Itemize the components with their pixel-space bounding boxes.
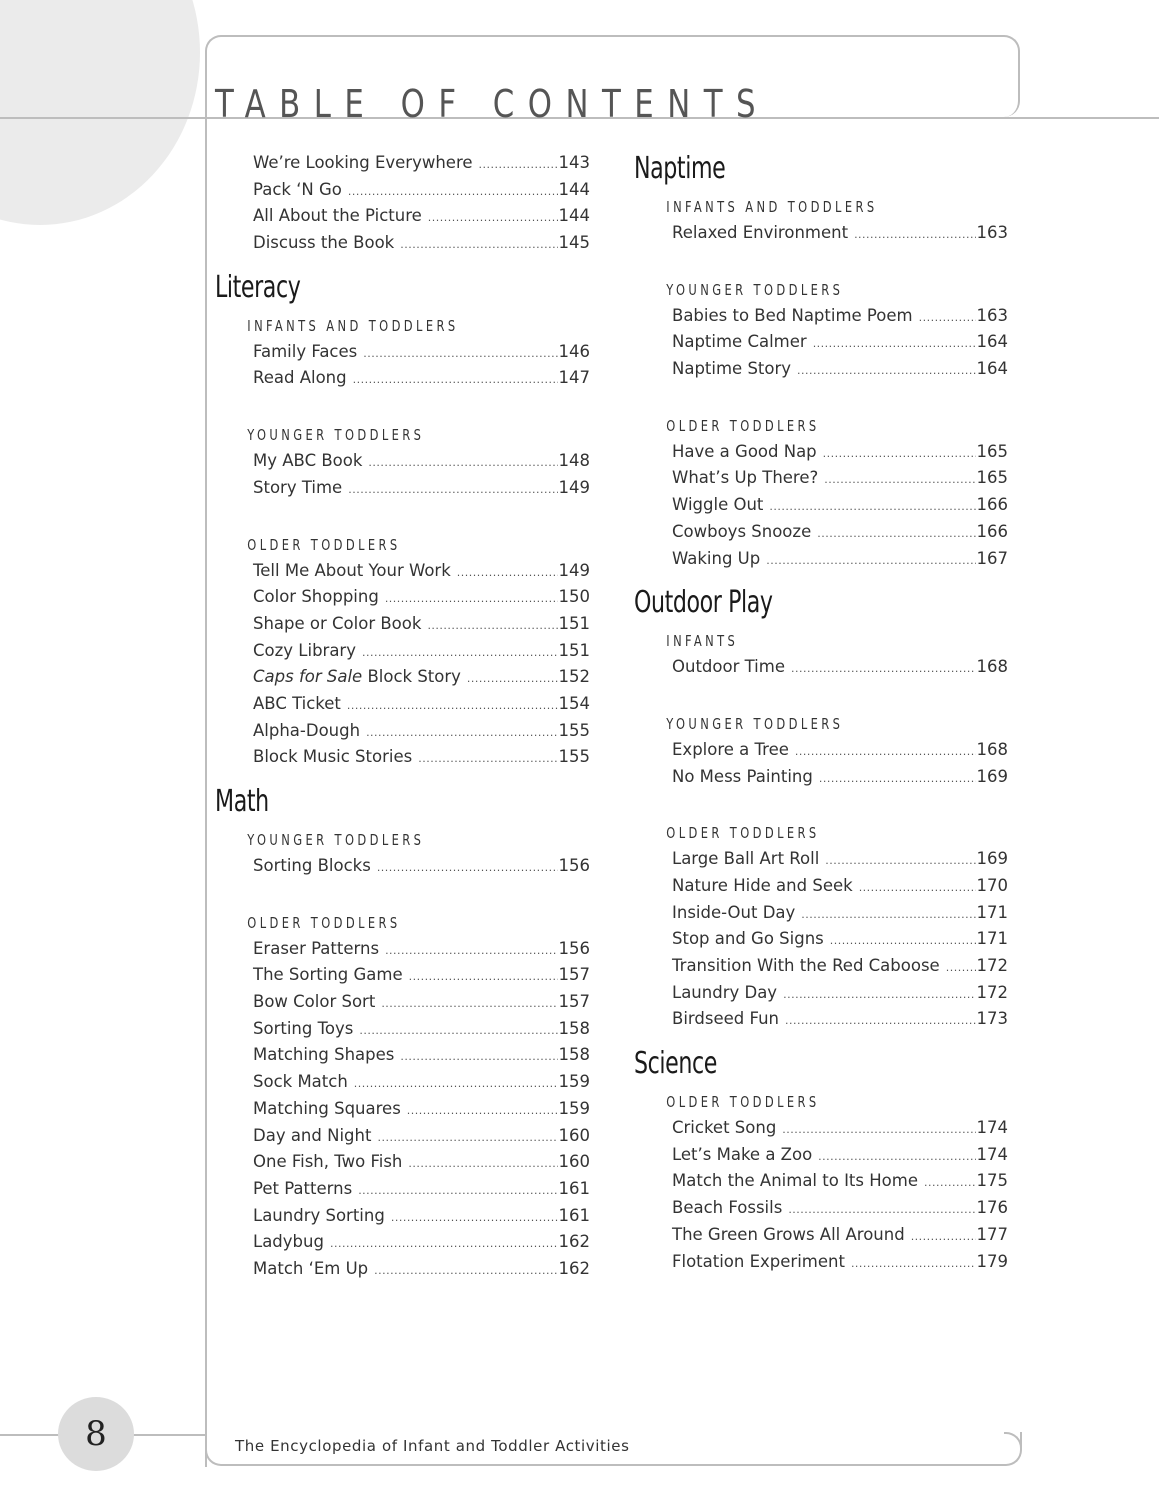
- toc-entry-title: Waking Up: [672, 548, 761, 568]
- toc-entry-page: 162: [558, 1258, 590, 1278]
- toc-entry-page: 150: [558, 587, 590, 607]
- toc-entry-title: Relaxed Environment: [672, 223, 849, 242]
- toc-entry[interactable]: [215, 611, 590, 638]
- group-label: INFANTS AND TODDLERS: [247, 316, 459, 335]
- toc-entry-title: Stop and Go Signs: [672, 929, 824, 949]
- toc-leader-dots: [377, 1125, 557, 1150]
- toc-entry-title: Story Time: [253, 477, 343, 497]
- toc-entry-title: Match the Animal to Its Home: [672, 1171, 918, 1191]
- toc-entry[interactable]: [215, 1016, 590, 1043]
- toc-entry-page: 164: [976, 359, 1008, 379]
- toc-leader-dots: [363, 341, 557, 366]
- toc-leader-dots: [830, 928, 976, 953]
- toc-entry-page: 151: [558, 640, 590, 660]
- toc-entry[interactable]: [634, 1006, 1008, 1033]
- toc-entry-page: 155: [558, 720, 590, 740]
- toc-entry-page: 144: [558, 179, 590, 199]
- toc-entry-title: Bow Color Sort: [253, 992, 376, 1012]
- group-label: INFANTS AND TODDLERS: [666, 198, 878, 216]
- toc-entry-page: 159: [558, 1072, 590, 1092]
- toc-entry-page: 162: [558, 1232, 590, 1252]
- toc-entry-title: Matching Shapes: [253, 1045, 395, 1065]
- toc-group: [634, 711, 1008, 790]
- toc-leader-dots: [407, 1098, 558, 1123]
- toc-entry-title: Beach Fossils: [672, 1198, 783, 1218]
- group-label: OLDER TODDLERS: [666, 1093, 820, 1112]
- toc-entry-page: 160: [558, 1152, 590, 1172]
- toc-entry[interactable]: [215, 448, 590, 475]
- toc-leader-dots: [783, 982, 975, 1007]
- section-title: Outdoor Play: [634, 585, 773, 621]
- toc-entry-page: 165: [976, 441, 1008, 461]
- toc-entry-page: 175: [976, 1171, 1008, 1191]
- toc-entry-title: Wiggle Out: [672, 495, 764, 515]
- section-title: Literacy: [215, 269, 301, 305]
- toc-entry[interactable]: [215, 558, 590, 585]
- toc-entry[interactable]: [215, 638, 590, 665]
- toc-entry[interactable]: [634, 737, 1008, 764]
- toc-entry[interactable]: [215, 1123, 590, 1150]
- page-number: 8: [58, 1397, 134, 1471]
- toc-leader-dots: [427, 613, 557, 638]
- toc-leader-dots: [911, 1224, 976, 1249]
- toc-entry-title: Color Shopping: [253, 587, 379, 607]
- toc-entry-title: Laundry Day: [672, 982, 778, 1002]
- footer-rule-mid: [133, 1434, 207, 1436]
- toc-leader-dots: [788, 1197, 975, 1222]
- toc-leader-dots: [353, 367, 558, 392]
- toc-entry-page: 147: [558, 368, 590, 388]
- toc-entry-page: 172: [976, 956, 1008, 975]
- group-label: OLDER TODDLERS: [247, 913, 401, 932]
- toc-entry[interactable]: [215, 853, 590, 880]
- toc-entry-title: Nature Hide and Seek: [672, 875, 853, 895]
- toc-entry[interactable]: [634, 900, 1008, 927]
- toc-entry[interactable]: [634, 1142, 1008, 1169]
- section-title: Science: [634, 1046, 717, 1082]
- toc-entry-title: Shape or Color Book: [253, 613, 422, 633]
- toc-entry-title: Transition With the Red Caboose: [672, 956, 940, 975]
- toc-entry-page: 151: [558, 613, 590, 633]
- group-label: OLDER TODDLERS: [666, 824, 820, 843]
- toc-leader-dots: [348, 179, 558, 204]
- toc-group: [634, 628, 1008, 681]
- toc-entry-page: 176: [976, 1198, 1008, 1218]
- section-title: Naptime: [634, 151, 726, 186]
- toc-entry[interactable]: [215, 1229, 590, 1256]
- toc-entry[interactable]: [634, 764, 1008, 791]
- toc-entry[interactable]: [215, 989, 590, 1016]
- toc-entry-title: We’re Looking Everywhere: [253, 153, 473, 172]
- toc-entry-page: 169: [976, 849, 1008, 869]
- toc-entry-title: The Sorting Game: [253, 965, 403, 985]
- toc-entry-title: Babies to Bed Naptime Poem: [672, 305, 913, 325]
- toc-entry-title: My ABC Book: [253, 451, 363, 471]
- toc-entry-page: 158: [558, 1018, 590, 1038]
- toc-entry-title: One Fish, Two Fish: [253, 1152, 403, 1172]
- toc-leader-dots: [330, 1231, 558, 1256]
- toc-leader-dots: [851, 1251, 976, 1276]
- toc-entry-page: 172: [976, 982, 1008, 1002]
- toc-entry[interactable]: [634, 220, 1008, 247]
- toc-leader-dots: [797, 358, 975, 383]
- footer-book-title: The Encyclopedia of Infant and Toddler Activities: [235, 1437, 630, 1455]
- toc-entry-page: 168: [976, 739, 1008, 759]
- toc-entry-page: 152: [558, 667, 590, 687]
- toc-entry-title-rest: Block Story: [367, 667, 461, 687]
- toc-entry-page: 166: [976, 521, 1008, 541]
- margin-rule: [205, 117, 207, 1467]
- toc-entry[interactable]: [215, 1069, 590, 1096]
- toc-leader-dots: [824, 467, 975, 492]
- toc-entry[interactable]: [634, 1115, 1008, 1142]
- toc-entry-title: Discuss the Book: [253, 233, 395, 253]
- toc-group: [634, 194, 1008, 247]
- toc-entry-page: 145: [558, 233, 590, 253]
- toc-leader-dots: [428, 205, 558, 230]
- toc-entry-title: Laundry Sorting: [253, 1205, 385, 1225]
- toc-entry-title: Alpha-Dough: [253, 720, 361, 740]
- toc-entry[interactable]: [215, 744, 590, 771]
- toc-entry-title: Day and Night: [253, 1125, 372, 1145]
- toc-entry-page: 159: [558, 1098, 590, 1118]
- toc-entry-title: Cozy Library: [253, 640, 356, 660]
- toc-entry[interactable]: [634, 953, 1008, 980]
- page-title: TABLE OF CONTENTS: [215, 82, 770, 127]
- toc-entry-title-italic: Caps for Sale: [253, 667, 363, 687]
- toc-entry[interactable]: [215, 150, 590, 177]
- toc-entry[interactable]: [634, 519, 1008, 546]
- toc-entry[interactable]: [634, 492, 1008, 519]
- toc-entry-title: Inside-Out Day: [672, 902, 796, 922]
- toc-entry[interactable]: [215, 936, 590, 963]
- toc-leader-dots: [377, 855, 558, 880]
- right-column: [634, 150, 1008, 1275]
- toc-entry-page: 163: [976, 305, 1008, 325]
- group-label: YOUNGER TODDLERS: [666, 280, 844, 299]
- toc-entry[interactable]: [634, 1249, 1008, 1276]
- toc-leader-dots: [347, 693, 558, 718]
- group-label: YOUNGER TODDLERS: [666, 714, 844, 733]
- toc-leader-dots: [854, 222, 975, 247]
- toc-leader-dots: [801, 902, 975, 927]
- toc-entry-page: 174: [976, 1118, 1008, 1138]
- toc-leader-dots: [400, 232, 557, 257]
- toc-entry-page: 171: [976, 902, 1008, 922]
- toc-leader-dots: [381, 991, 557, 1016]
- toc-entry-page: 168: [976, 657, 1008, 677]
- toc-leader-dots: [946, 955, 976, 980]
- toc-entry-title: Naptime Calmer: [672, 332, 807, 352]
- toc-group: [215, 910, 590, 1283]
- toc-entry-title: The Green Grows All Around: [672, 1224, 905, 1244]
- toc-entry-title: Have a Good Nap: [672, 441, 817, 461]
- toc-group: [634, 413, 1008, 572]
- toc-leader-dots: [457, 560, 558, 585]
- toc-leader-dots: [391, 1205, 558, 1230]
- toc-leader-dots: [385, 586, 558, 611]
- toc-group: [215, 313, 590, 392]
- toc-entry[interactable]: [215, 365, 590, 392]
- toc-entry-title: Flotation Experiment: [672, 1251, 845, 1271]
- toc-entry[interactable]: [215, 691, 590, 718]
- toc-entry[interactable]: [215, 1176, 590, 1203]
- toc-entry[interactable]: [634, 546, 1008, 573]
- toc-group: [634, 277, 1008, 383]
- toc-entry-title: Family Faces: [253, 341, 358, 361]
- toc-entry-page: 160: [558, 1125, 590, 1145]
- toc-entry[interactable]: [634, 846, 1008, 873]
- toc-entry[interactable]: [634, 873, 1008, 900]
- toc-entry-title: Pet Patterns: [253, 1178, 353, 1198]
- toc-entry-page: 177: [976, 1224, 1008, 1244]
- toc-group: [215, 532, 590, 772]
- toc-entry-title: Match ‘Em Up: [253, 1258, 369, 1278]
- toc-entry-title: Large Ball Art Roll: [672, 849, 820, 869]
- toc-entry-page: 154: [558, 693, 590, 713]
- toc-entry-page: 157: [558, 965, 590, 985]
- toc-leader-dots: [368, 450, 557, 475]
- toc-leader-dots: [400, 1044, 557, 1069]
- toc-entry-page: 161: [558, 1205, 590, 1225]
- toc-entry-page: 158: [558, 1045, 590, 1065]
- toc-group: [215, 150, 590, 257]
- toc-group: [215, 422, 590, 501]
- toc-leader-dots: [479, 152, 558, 177]
- toc-entry-title: Sorting Blocks: [253, 856, 371, 875]
- toc-entry-title: Explore a Tree: [672, 739, 789, 759]
- toc-entry-title: Let’s Make a Zoo: [672, 1144, 813, 1164]
- toc-entry-page: 156: [558, 856, 590, 875]
- toc-leader-dots: [766, 548, 975, 573]
- toc-entry[interactable]: [634, 926, 1008, 953]
- toc-entry[interactable]: [634, 465, 1008, 492]
- toc-entry-page: 143: [558, 153, 590, 172]
- toc-entry-title: Read Along: [253, 368, 347, 388]
- toc-entry-page: 146: [558, 341, 590, 361]
- left-column: [215, 150, 590, 1283]
- toc-entry-page: 144: [558, 206, 590, 226]
- toc-entry-page: 149: [558, 477, 590, 497]
- toc-entry-page: 173: [976, 1009, 1008, 1029]
- toc-leader-dots: [813, 331, 976, 356]
- toc-leader-dots: [362, 640, 558, 665]
- toc-entry-title: Eraser Patterns: [253, 938, 380, 958]
- toc-entry-title: No Mess Painting: [672, 766, 813, 786]
- toc-entry-page: 161: [558, 1178, 590, 1198]
- toc-entry[interactable]: [215, 1203, 590, 1230]
- toc-entry-page: 148: [558, 451, 590, 471]
- toc-leader-dots: [409, 964, 558, 989]
- toc-entry-page: 167: [976, 548, 1008, 568]
- toc-leader-dots: [374, 1258, 557, 1283]
- toc-entry-title: Cricket Song: [672, 1118, 777, 1138]
- toc-entry-page: 166: [976, 495, 1008, 515]
- toc-entry-page: 163: [976, 223, 1008, 242]
- section-title: Math: [215, 784, 269, 819]
- decorative-circle: [0, 0, 200, 225]
- toc-leader-dots: [791, 656, 976, 681]
- toc-leader-dots: [817, 521, 975, 546]
- toc-entry-title: Ladybug: [253, 1232, 324, 1252]
- group-label: INFANTS: [666, 632, 739, 651]
- toc-entry-title: ABC Ticket: [253, 693, 341, 713]
- toc-group: [215, 827, 590, 880]
- toc-entry[interactable]: [634, 439, 1008, 466]
- toc-entry[interactable]: [634, 329, 1008, 356]
- group-label: YOUNGER TODDLERS: [247, 426, 425, 445]
- toc-entry-title: All About the Picture: [253, 206, 422, 226]
- toc-leader-dots: [359, 1018, 557, 1043]
- toc-entry-title: Naptime Story: [672, 359, 792, 379]
- toc-entry-title: Matching Squares: [253, 1098, 401, 1118]
- toc-entry[interactable]: [634, 303, 1008, 330]
- group-label: OLDER TODDLERS: [247, 535, 401, 554]
- toc-leader-dots: [418, 746, 557, 771]
- toc-entry[interactable]: [634, 1222, 1008, 1249]
- toc-entry-title: Birdseed Fun: [672, 1009, 779, 1029]
- toc-entry[interactable]: [634, 1168, 1008, 1195]
- toc-entry-page: 155: [558, 747, 590, 767]
- toc-entry[interactable]: [634, 1195, 1008, 1222]
- toc-leader-dots: [919, 305, 976, 330]
- toc-entry[interactable]: [215, 962, 590, 989]
- toc-leader-dots: [859, 875, 976, 900]
- toc-entry-page: 174: [976, 1144, 1008, 1164]
- toc-entry[interactable]: [215, 230, 590, 257]
- toc-entry[interactable]: [215, 1096, 590, 1123]
- toc-entry[interactable]: [634, 356, 1008, 383]
- toc-entry-page: 149: [558, 560, 590, 580]
- toc-entry-page: 171: [976, 929, 1008, 949]
- footer-rule-left: [0, 1434, 60, 1436]
- toc-leader-dots: [823, 441, 976, 466]
- toc-entry[interactable]: [215, 718, 590, 745]
- toc-leader-dots: [358, 1178, 557, 1203]
- toc-entry-title: Cowboys Snooze: [672, 521, 812, 541]
- toc-entry-page: 164: [976, 332, 1008, 352]
- toc-entry-title: Sorting Toys: [253, 1018, 354, 1038]
- toc-leader-dots: [795, 739, 976, 764]
- toc-entry-page: 169: [976, 766, 1008, 786]
- toc-leader-dots: [467, 666, 558, 691]
- toc-leader-dots: [348, 477, 557, 502]
- toc-leader-dots: [769, 494, 975, 519]
- toc-entry-title: Outdoor Time: [672, 657, 785, 677]
- toc-entry[interactable]: [634, 654, 1008, 681]
- toc-entry-page: 165: [976, 468, 1008, 488]
- toc-entry[interactable]: [634, 980, 1008, 1007]
- toc-leader-dots: [782, 1117, 975, 1142]
- toc-leader-dots: [825, 848, 975, 873]
- toc-leader-dots: [385, 938, 557, 963]
- toc-leader-dots: [818, 1144, 975, 1169]
- toc-entry[interactable]: [215, 584, 590, 611]
- toc-entry-page: 179: [976, 1251, 1008, 1271]
- group-label: YOUNGER TODDLERS: [247, 831, 425, 849]
- toc-entry-title: Sock Match: [253, 1072, 348, 1092]
- toc-entry-title: Pack ‘N Go: [253, 179, 342, 199]
- toc-leader-dots: [785, 1008, 976, 1033]
- toc-entry-page: 170: [976, 875, 1008, 895]
- toc-entry[interactable]: [215, 475, 590, 502]
- toc-leader-dots: [819, 766, 976, 791]
- toc-entry[interactable]: [215, 1042, 590, 1069]
- toc-entry[interactable]: [215, 177, 590, 204]
- toc-entry[interactable]: [215, 203, 590, 230]
- toc-group: [634, 820, 1008, 1033]
- toc-entry[interactable]: [215, 1149, 590, 1176]
- toc-leader-dots: [408, 1151, 557, 1176]
- toc-entry-page: 156: [558, 938, 590, 958]
- toc-entry-title: [253, 664, 467, 691]
- toc-entry[interactable]: [215, 1256, 590, 1283]
- toc-entry-page: 157: [558, 992, 590, 1012]
- toc-entry-title: Block Music Stories: [253, 747, 413, 767]
- toc-entry[interactable]: [215, 339, 590, 366]
- group-label: OLDER TODDLERS: [666, 416, 820, 435]
- toc-leader-dots: [354, 1071, 558, 1096]
- toc-leader-dots: [924, 1170, 976, 1195]
- toc-entry-title: Tell Me About Your Work: [253, 560, 451, 580]
- toc-entry[interactable]: [215, 664, 590, 691]
- toc-group: [634, 1089, 1008, 1275]
- toc-entry-title: What’s Up There?: [672, 468, 819, 488]
- toc-leader-dots: [366, 720, 557, 745]
